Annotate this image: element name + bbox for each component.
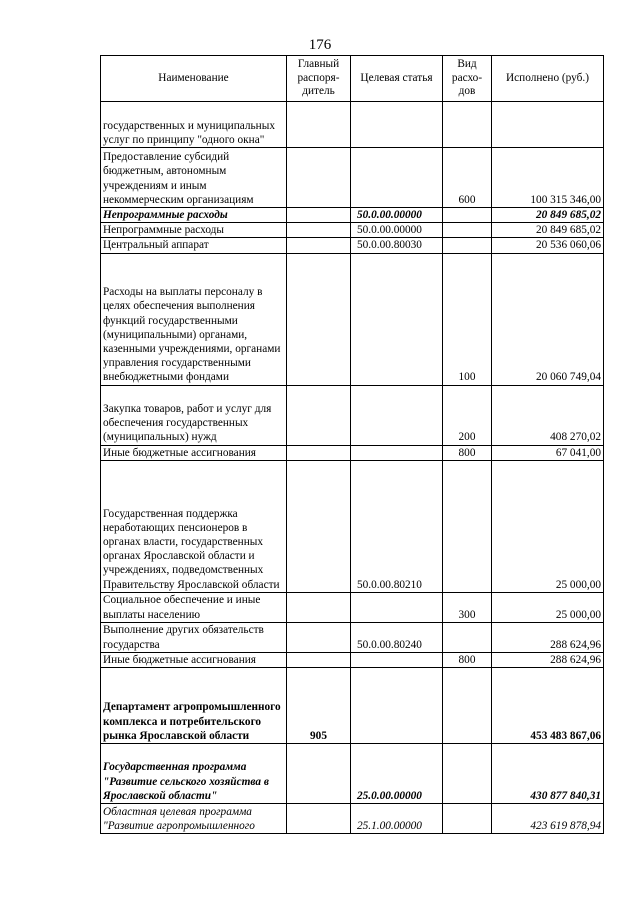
cell-chief-manager [287,652,351,667]
cell-target-article [351,102,443,148]
cell-expense-kind [443,223,492,238]
cell-expense-kind [443,804,492,834]
table-row [101,223,604,238]
cell-chief-manager [287,592,351,622]
cell-target-article [351,385,443,445]
cell-expense-kind: 800 [443,445,492,460]
cell-executed-amount: 20 060 749,04 [492,253,604,385]
cell-chief-manager [287,208,351,223]
table-row [101,238,604,253]
cell-executed-amount: 408 270,02 [492,385,604,445]
table-row [101,622,604,652]
cell-executed-amount: 430 877 840,31 [492,744,604,804]
cell-expense-kind: 100 [443,253,492,385]
cell-executed-amount: 25 000,00 [492,592,604,622]
cell-chief-manager [287,223,351,238]
cell-name: Областная целевая программа "Развитие агропромышленного [101,804,287,834]
cell-expense-kind [443,238,492,253]
cell-expense-kind: 300 [443,592,492,622]
table-row [101,385,604,445]
cell-chief-manager [287,385,351,445]
cell-chief-manager [287,622,351,652]
table-row [101,744,604,804]
table-row [101,148,604,208]
cell-target-article [351,668,443,744]
table-row [101,102,604,148]
cell-chief-manager [287,148,351,208]
cell-target-article: 50.0.00.80240 [351,622,443,652]
cell-name: Центральный аппарат [101,238,287,253]
header-executed-amount: Исполнено (руб.) [492,56,604,102]
cell-expense-kind [443,622,492,652]
page-number: 176 [308,37,332,53]
cell-name: Предоставление субсидий бюджетным, автономным учреждениям и иным некоммерческим организациям [101,148,287,208]
cell-name: Непрограммные расходы [101,223,287,238]
cell-target-article: 50.0.00.80210 [351,460,443,592]
table-row [101,592,604,622]
header-expense-kind: Вид расхо-дов [443,56,492,102]
table-row [101,804,604,834]
cell-executed-amount: 288 624,96 [492,652,604,667]
cell-name: Иные бюджетные ассигнования [101,445,287,460]
cell-name: Государственная программа "Развитие сельского хозяйства в Ярославской области" [101,744,287,804]
cell-name: Департамент агропромышленного комплекса и потребительского рынка Ярославской области [101,668,287,744]
cell-expense-kind [443,208,492,223]
cell-chief-manager [287,445,351,460]
cell-executed-amount: 100 315 346,00 [492,148,604,208]
cell-target-article [351,253,443,385]
cell-executed-amount [492,102,604,148]
cell-executed-amount: 453 483 867,06 [492,668,604,744]
cell-name: Иные бюджетные ассигнования [101,652,287,667]
cell-chief-manager [287,744,351,804]
cell-expense-kind: 800 [443,652,492,667]
cell-expense-kind [443,102,492,148]
cell-chief-manager [287,804,351,834]
cell-chief-manager [287,102,351,148]
table-row [101,668,604,744]
table-row [101,208,604,223]
cell-chief-manager [287,460,351,592]
cell-name: государственных и муниципальных услуг по принципу "одного окна" [101,102,287,148]
header-target-article: Целевая статья [351,56,443,102]
table-body [101,102,604,834]
cell-name: Государственная поддержка неработающих пенсионеров в органах власти, государственных органах Ярославской области и учреждениях, подведомственных Правительству Ярославской области [101,460,287,592]
cell-executed-amount: 20 849 685,02 [492,223,604,238]
table-row [101,445,604,460]
table-row [101,652,604,667]
cell-executed-amount: 423 619 878,94 [492,804,604,834]
cell-target-article [351,592,443,622]
header-chief-manager: Главный распоря-дитель [287,56,351,102]
cell-name: Закупка товаров, работ и услуг для обеспечения государственных (муниципальных) нужд [101,385,287,445]
cell-expense-kind [443,744,492,804]
cell-name: Выполнение других обязательств государства [101,622,287,652]
cell-name: Расходы на выплаты персоналу в целях обеспечения выполнения функций государственными (муниципальными) органами, казенными учреждениями, органами управления государственными внебюджетными фондами [101,253,287,385]
cell-target-article: 25.0.00.00000 [351,744,443,804]
cell-executed-amount: 288 624,96 [492,622,604,652]
cell-expense-kind [443,668,492,744]
header-name: Наименование [101,56,287,102]
cell-name: Непрограммные расходы [101,208,287,223]
cell-chief-manager: 905 [287,668,351,744]
cell-target-article [351,148,443,208]
cell-chief-manager [287,253,351,385]
cell-target-article: 50.0.00.80030 [351,238,443,253]
cell-executed-amount: 20 536 060,06 [492,238,604,253]
table-row [101,460,604,592]
cell-expense-kind: 600 [443,148,492,208]
cell-expense-kind: 200 [443,385,492,445]
cell-target-article: 50.0.00.00000 [351,208,443,223]
budget-execution-table [100,55,604,834]
cell-target-article: 25.1.00.00000 [351,804,443,834]
cell-executed-amount: 67 041,00 [492,445,604,460]
cell-name: Социальное обеспечение и иные выплаты населению [101,592,287,622]
cell-target-article: 50.0.00.00000 [351,223,443,238]
cell-expense-kind [443,460,492,592]
cell-executed-amount: 20 849 685,02 [492,208,604,223]
cell-target-article [351,445,443,460]
cell-target-article [351,652,443,667]
cell-executed-amount: 25 000,00 [492,460,604,592]
table-header-row [101,56,604,102]
cell-chief-manager [287,238,351,253]
table-row [101,253,604,385]
